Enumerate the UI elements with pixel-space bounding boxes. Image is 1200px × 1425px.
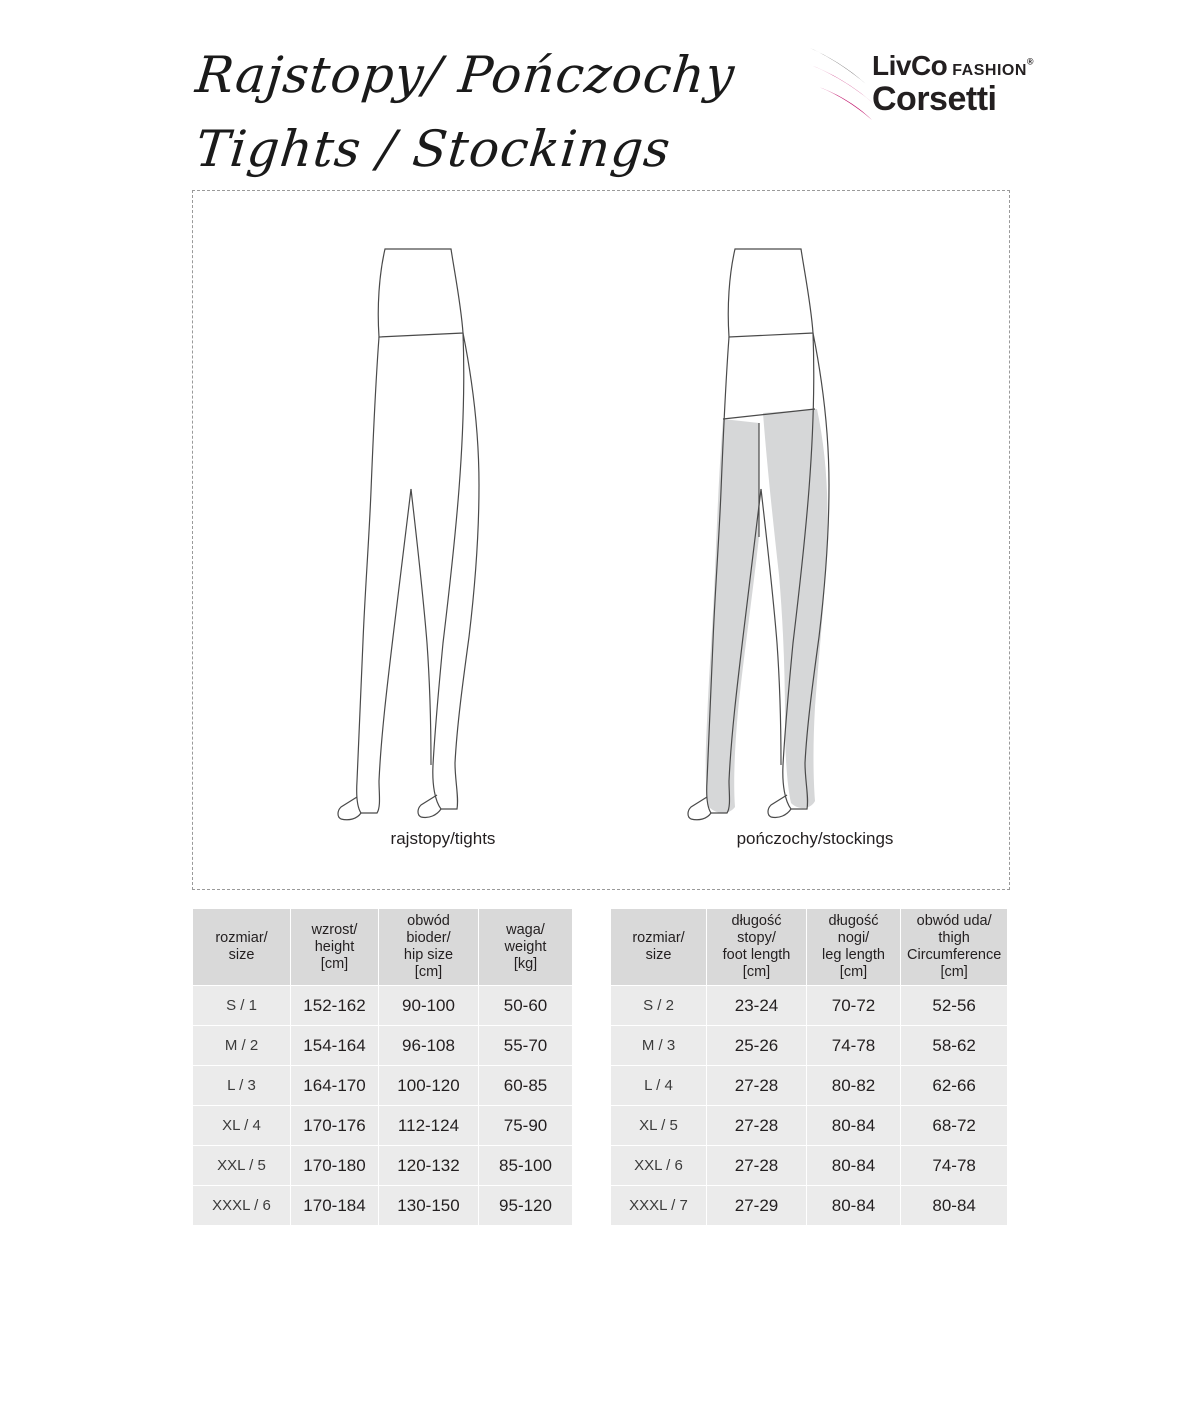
logo-brand-corsetti: Corsetti (872, 80, 997, 118)
table-row (193, 1026, 573, 1066)
cell-weight: 50-60 (479, 986, 573, 1026)
caption-stockings: pończochy/stockings (736, 829, 894, 848)
cell-size: L / 3 (193, 1066, 291, 1106)
table-row (193, 1186, 573, 1226)
column-header-size: rozmiar/ size (611, 909, 707, 986)
cell-size: XL / 5 (611, 1106, 707, 1146)
logo-row-top (872, 52, 1033, 80)
tights-size-table (192, 908, 573, 1226)
cell-size: L / 4 (611, 1066, 707, 1106)
cell-weight: 55-70 (479, 1026, 573, 1066)
title-line-english: Tights / Stockings (192, 120, 674, 178)
table-row (611, 1026, 1008, 1066)
cell-foot-length: 23-24 (707, 986, 807, 1026)
cell-hip: 90-100 (379, 986, 479, 1026)
cell-thigh: 68-72 (901, 1106, 1008, 1146)
table-row (611, 1186, 1008, 1226)
cell-thigh: 80-84 (901, 1186, 1008, 1226)
cell-thigh: 62-66 (901, 1066, 1008, 1106)
cell-size: S / 1 (193, 986, 291, 1026)
column-header-leg-length: długość nogi/ leg length [cm] (807, 909, 901, 986)
column-header-size: rozmiar/ size (193, 909, 291, 986)
cell-height: 154-164 (291, 1026, 379, 1066)
cell-height: 170-180 (291, 1146, 379, 1186)
cell-height: 152-162 (291, 986, 379, 1026)
cell-foot-length: 27-28 (707, 1146, 807, 1186)
cell-hip: 130-150 (379, 1186, 479, 1226)
page-header (0, 18, 1200, 188)
column-header-foot-length: długość stopy/ foot length [cm] (707, 909, 807, 986)
cell-weight: 95-120 (479, 1186, 573, 1226)
logo-wordmark (872, 52, 1033, 116)
table-row (193, 986, 573, 1026)
cell-weight: 85-100 (479, 1146, 573, 1186)
table-header-row (611, 909, 1008, 986)
cell-size: XXXL / 7 (611, 1186, 707, 1226)
cell-hip: 120-132 (379, 1146, 479, 1186)
cell-weight: 60-85 (479, 1066, 573, 1106)
table-row (611, 1106, 1008, 1146)
cell-hip: 112-124 (379, 1106, 479, 1146)
table-row (193, 1146, 573, 1186)
brand-logo (804, 42, 1034, 132)
tights-figure-illustration (313, 241, 563, 821)
table-row (193, 1066, 573, 1106)
table-row (611, 1066, 1008, 1106)
logo-brand-livco: LivCo (872, 50, 948, 81)
logo-registered-mark: ® (1026, 56, 1034, 67)
cell-leg-length: 80-82 (807, 1066, 901, 1106)
cell-size: XXL / 6 (611, 1146, 707, 1186)
logo-brand-fashion: FASHION (952, 62, 1027, 79)
illustration-panel (192, 190, 1010, 890)
page-title (192, 38, 836, 186)
cell-hip: 100-120 (379, 1066, 479, 1106)
cell-thigh: 74-78 (901, 1146, 1008, 1186)
cell-foot-length: 27-29 (707, 1186, 807, 1226)
table-row (193, 1106, 573, 1146)
cell-height: 170-176 (291, 1106, 379, 1146)
cell-size: S / 2 (611, 986, 707, 1026)
table-row (611, 1146, 1008, 1186)
cell-leg-length: 80-84 (807, 1186, 901, 1226)
cell-height: 164-170 (291, 1066, 379, 1106)
column-header-weight: waga/ weight [kg] (479, 909, 573, 986)
cell-leg-length: 70-72 (807, 986, 901, 1026)
cell-size: XXXL / 6 (193, 1186, 291, 1226)
cell-size: XL / 4 (193, 1106, 291, 1146)
cell-thigh: 58-62 (901, 1026, 1008, 1066)
caption-tights: rajstopy/tights (390, 829, 496, 848)
table-header-row (193, 909, 573, 986)
title-line-polish: Rajstopy/ Pończochy (192, 46, 738, 104)
stockings-size-table (610, 908, 1008, 1226)
cell-size: XXL / 5 (193, 1146, 291, 1186)
cell-leg-length: 80-84 (807, 1146, 901, 1186)
cell-leg-length: 80-84 (807, 1106, 901, 1146)
cell-thigh: 52-56 (901, 986, 1008, 1026)
cell-height: 170-184 (291, 1186, 379, 1226)
table-row (611, 986, 1008, 1026)
cell-leg-length: 74-78 (807, 1026, 901, 1066)
column-header-hip-size: obwód bioder/ hip size [cm] (379, 909, 479, 986)
column-header-height: wzrost/ height [cm] (291, 909, 379, 986)
cell-weight: 75-90 (479, 1106, 573, 1146)
cell-foot-length: 27-28 (707, 1106, 807, 1146)
cell-foot-length: 25-26 (707, 1026, 807, 1066)
cell-size: M / 2 (193, 1026, 291, 1066)
stockings-figure-illustration (663, 241, 913, 821)
cell-foot-length: 27-28 (707, 1066, 807, 1106)
cell-size: M / 3 (611, 1026, 707, 1066)
cell-hip: 96-108 (379, 1026, 479, 1066)
column-header-thigh-circumference: obwód uda/ thigh Circumference [cm] (901, 909, 1008, 986)
